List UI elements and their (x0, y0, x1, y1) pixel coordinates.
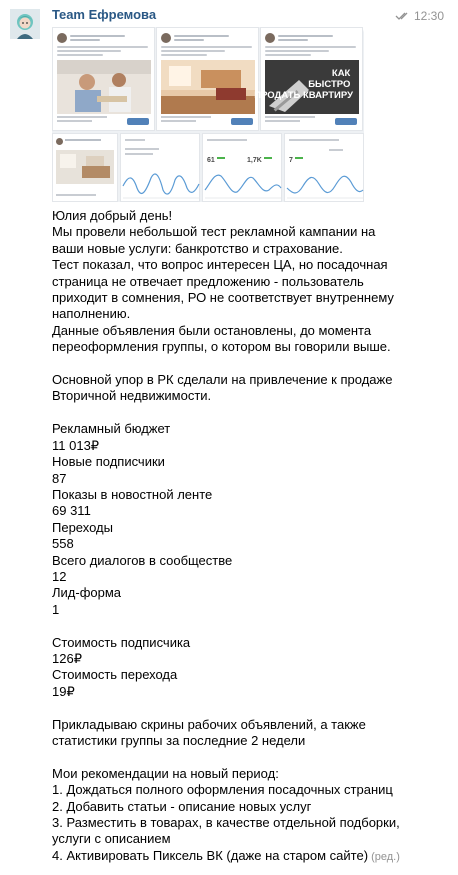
message-line: Мои рекомендации на новый период: (52, 765, 279, 781)
avatar[interactable] (10, 9, 40, 39)
ad-screenshot-2[interactable] (156, 27, 259, 131)
message-time (395, 9, 444, 23)
attachment-gallery[interactable] (52, 27, 364, 202)
message-line: переоформления группы, о котором вы говорили выше. (52, 339, 391, 355)
message-line: Прикладываю скрины рабочих объявлений, а также (52, 716, 366, 732)
message-line: Лид-форма (52, 585, 122, 601)
message-line: Новые подписчики (52, 454, 165, 470)
message-line: 69 311 (52, 503, 91, 519)
message-line: Тест показал, что вопрос интересен ЦА, но посадочная (52, 257, 388, 273)
message-blank-line (52, 618, 452, 634)
stats-chart-3[interactable] (284, 133, 364, 202)
ad-photo-3 (254, 60, 359, 114)
sender-name[interactable]: Team Ефремова (52, 7, 157, 22)
message-text (52, 208, 452, 865)
message-line: Данные объявления были остановлены, до момента (52, 322, 372, 338)
message-line: 1. Дождаться полного оформления посадочных страниц (52, 782, 393, 798)
ad-screenshot-4[interactable] (52, 133, 118, 202)
ad-promo-line-3: ПРОДАТЬ КВАРТИРУ (254, 90, 353, 101)
message-line: 12 (52, 568, 67, 584)
message-line: статистики группы за последние 2 недели (52, 733, 306, 748)
message-line: 126₽ (52, 650, 82, 666)
message-line: 87 (52, 470, 67, 486)
message-line: Стоимость перехода (52, 667, 178, 683)
message-blank-line (52, 749, 452, 765)
message-blank-line (52, 405, 452, 421)
message-line: 11 013₽ (52, 437, 100, 453)
message-line: Юлия добрый день! (52, 208, 173, 223)
stats-chart-1[interactable] (120, 133, 200, 202)
message-line: 558 (52, 536, 74, 552)
message-line: 4. Активировать Пиксель ВК (даже на старом сайте) (ред.) (52, 847, 400, 863)
time-label: 12:30 (413, 9, 444, 23)
message-line: страница не отвечает предложению - пользователь (52, 273, 364, 289)
avatar-illustration-icon (10, 9, 40, 39)
kpi-value-dialogs: 7 (289, 157, 293, 164)
message-line: Рекламный бюджет (52, 421, 171, 437)
stats-line-chart-3 (287, 164, 363, 200)
message-blank-line (52, 700, 452, 716)
kpi-value-subscribers: 61 (207, 157, 215, 164)
edited-label: (ред.) (368, 850, 400, 863)
message-line: Всего диалогов в сообществе (52, 552, 233, 568)
message-line: Стоимость подписчика (52, 634, 191, 650)
stats-line-chart-1 (123, 164, 199, 200)
message-line: ваши новые услуги: банкротство и страхование. (52, 240, 343, 256)
stats-chart-2[interactable] (202, 133, 282, 202)
message-line: Вторичной недвижимости. (52, 388, 212, 404)
ad-screenshot-1[interactable] (52, 27, 155, 131)
message-line: Показы в новостной ленте (52, 486, 213, 502)
stats-line-chart-2 (205, 164, 281, 200)
ad-promo-line-2: БЫСТРО (308, 79, 351, 90)
message-line: наполнению. (52, 306, 131, 322)
message-line: Основной упор в РК сделали на привлечение к продаже (52, 372, 393, 388)
message-line: 1 (52, 601, 60, 617)
message-line: Мы провели небольшой тест рекламной кампании на (52, 224, 376, 240)
message-line: 3. Разместить в товарах, в качестве отдельной подборки, (52, 815, 400, 831)
message-line: Переходы (52, 519, 113, 535)
ad-photo-1 (57, 60, 151, 114)
message-blank-line (52, 356, 452, 372)
message-line: 2. Добавить статьи - описание новых услуг (52, 798, 312, 814)
double-check-icon (395, 11, 411, 21)
kpi-value-views: 1,7K (247, 157, 262, 164)
message-line: приходит в сомнения, РО не соответствует внутреннему (52, 290, 394, 306)
ad-promo-line-1: КАК (331, 68, 351, 79)
ad-photo-2 (161, 60, 255, 114)
message-line: услуги с описанием (52, 831, 171, 847)
message-line: 19₽ (52, 683, 75, 699)
ad-photo-4 (56, 150, 114, 184)
ad-screenshot-3[interactable] (254, 27, 363, 131)
